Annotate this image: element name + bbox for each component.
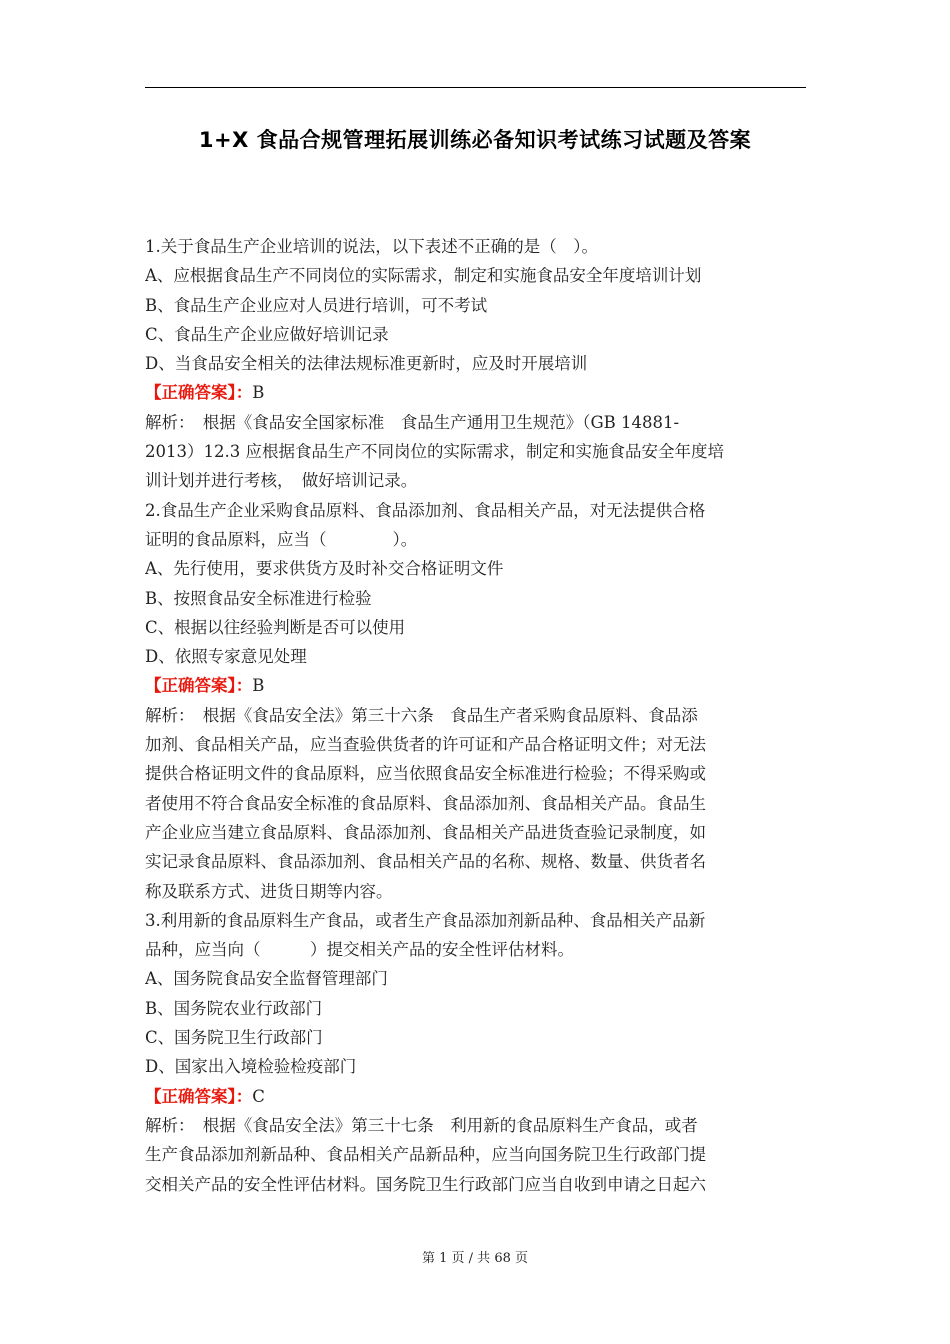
analysis-line: 实记录食品原料、食品添加剂、食品相关产品的名称、规格、数量、供货者名 — [145, 852, 706, 872]
question-2 — [145, 496, 806, 906]
option-a: A、应根据食品生产不同岗位的实际需求，制定和实施食品安全年度培训计划 — [145, 266, 702, 286]
option-c: C、食品生产企业应做好培训记录 — [145, 324, 389, 344]
analysis-line: 解析： 根据《食品安全国家标准 食品生产通用卫生规范》（GB 14881- — [145, 412, 680, 432]
question-1 — [145, 232, 806, 496]
document-title: 1+X 食品合规管理拓展训练必备知识考试练习试题及答案 — [198, 128, 752, 152]
analysis-line: 训计划并进行考核， 做好培训记录。 — [145, 471, 418, 491]
question-stem: 2.食品生产企业采购食品原料、食品添加剂、食品相关产品，对无法提供合格 — [145, 500, 706, 520]
option-b: B、国务院农业行政部门 — [145, 998, 323, 1018]
analysis-line: 产企业应当建立食品原料、食品添加剂、食品相关产品进货查验记录制度，如 — [145, 822, 706, 842]
analysis-line: 者使用不符合食品安全标准的食品原料、食品添加剂、食品相关产品。食品生 — [145, 793, 706, 813]
option-a: A、先行使用，要求供货方及时补交合格证明文件 — [145, 559, 504, 579]
page-footer: 第 1 页 / 共 68 页 — [422, 1251, 528, 1266]
option-d: D、依照专家意见处理 — [145, 647, 307, 667]
header-rule — [145, 87, 806, 88]
analysis-line: 生产食品添加剂新品种、食品相关产品新品种，应当向国务院卫生行政部门提 — [145, 1145, 706, 1165]
correct-answer — [145, 378, 806, 407]
option-d: D、当食品安全相关的法律法规标准更新时，应及时开展培训 — [145, 354, 588, 374]
option-a: A、国务院食品安全监督管理部门 — [145, 969, 388, 989]
option-c: C、国务院卫生行政部门 — [145, 1028, 323, 1048]
answer-label: 【正确答案】： — [145, 383, 253, 403]
analysis-line: 称及联系方式、进货日期等内容。 — [145, 881, 393, 901]
answer-label: 【正确答案】： — [145, 1086, 253, 1106]
analysis-line: 解析： 根据《食品安全法》第三十七条 利用新的食品原料生产食品，或者 — [145, 1115, 698, 1135]
option-c: C、根据以往经验判断是否可以使用 — [145, 617, 406, 637]
question-3 — [145, 906, 806, 1199]
option-b: B、食品生产企业应对人员进行培训，可不考试 — [145, 295, 488, 315]
option-b: B、按照食品安全标准进行检验 — [145, 588, 372, 608]
analysis-line: 交相关产品的安全性评估材料。国务院卫生行政部门应当自收到申请之日起六 — [145, 1174, 706, 1194]
question-list — [145, 232, 806, 1199]
analysis-line: 解析： 根据《食品安全法》第三十六条 食品生产者采购食品原料、食品添 — [145, 705, 698, 725]
analysis-line: 加剂、食品相关产品，应当查验供货者的许可证和产品合格证明文件；对无法 — [145, 735, 706, 755]
question-stem: 3.利用新的食品原料生产食品，或者生产食品添加剂新品种、食品相关产品新 — [145, 910, 706, 930]
analysis-line: 2013）12.3 应根据食品生产不同岗位的实际需求，制定和实施食品安全年度培 — [145, 442, 724, 462]
answer-label: 【正确答案】： — [145, 676, 253, 696]
answer-value: C — [252, 1086, 265, 1106]
analysis-line: 提供合格证明文件的食品原料，应当依照食品安全标准进行检验；不得采购或 — [145, 764, 706, 784]
question-stem: 品种，应当向（ ）提交相关产品的安全性评估材料。 — [145, 940, 574, 960]
question-stem: 1.关于食品生产企业培训的说法，以下表述不正确的是（ ）。 — [145, 237, 598, 256]
option-d: D、国家出入境检验检疫部门 — [145, 1057, 357, 1077]
correct-answer — [145, 1082, 806, 1111]
question-stem: 证明的食品原料，应当（ ）。 — [145, 529, 418, 549]
answer-value: B — [252, 383, 265, 403]
correct-answer — [145, 671, 806, 700]
answer-value: B — [252, 676, 265, 696]
